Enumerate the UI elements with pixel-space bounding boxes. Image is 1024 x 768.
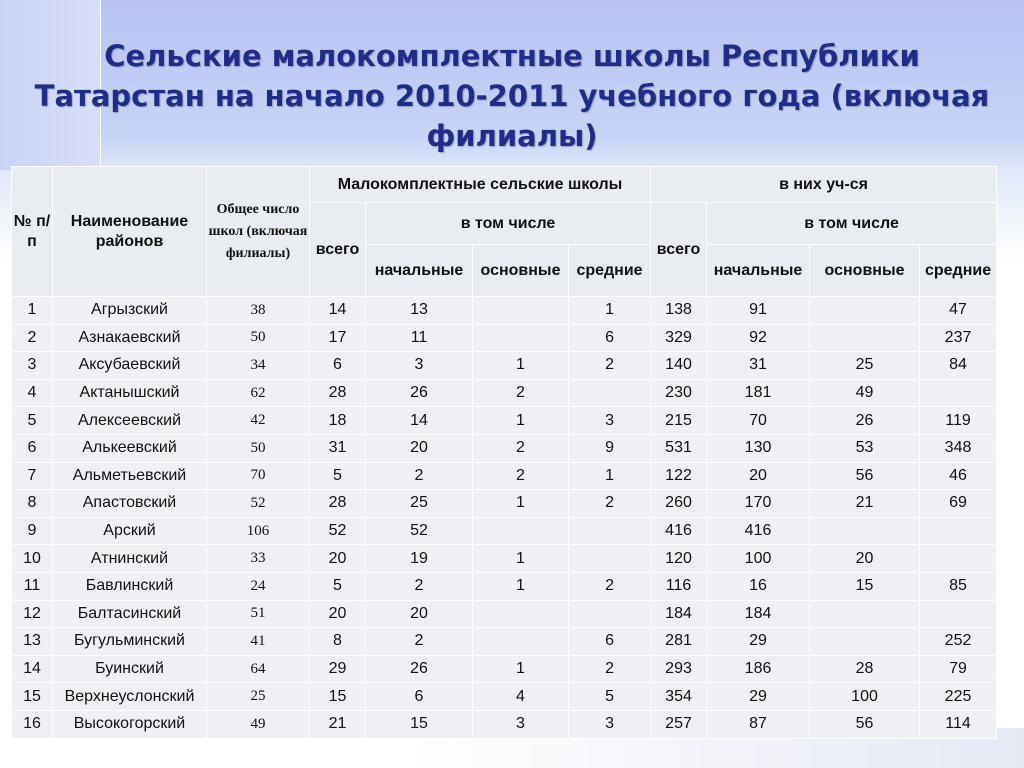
cell-schools-secondary: 1: [569, 462, 651, 490]
cell-students-primary: 29: [707, 628, 810, 656]
cell-students-basic: 53: [810, 434, 920, 462]
cell-total-schools: 62: [207, 379, 310, 407]
cell-students-all: 329: [651, 324, 707, 352]
cell-schools-primary: 20: [366, 434, 473, 462]
cell-students-secondary: [920, 379, 997, 407]
cell-num: 7: [12, 462, 53, 490]
cell-district: Алькеевский: [53, 434, 207, 462]
cell-schools-primary: 6: [366, 683, 473, 711]
table-row: [12, 352, 997, 380]
table-row: [12, 655, 997, 683]
header-students: в них уч-ся: [651, 167, 997, 203]
table-row: [12, 683, 997, 711]
cell-schools-secondary: 2: [569, 655, 651, 683]
cell-schools-all: 15: [310, 683, 366, 711]
cell-students-primary: 92: [707, 324, 810, 352]
header-students-secondary: средние: [920, 245, 997, 297]
cell-students-primary: 91: [707, 297, 810, 325]
cell-schools-basic: 1: [473, 655, 569, 683]
table-body: [12, 297, 997, 739]
cell-total-schools: 24: [207, 572, 310, 600]
cell-students-all: 230: [651, 379, 707, 407]
cell-students-primary: 186: [707, 655, 810, 683]
cell-total-schools: 41: [207, 628, 310, 656]
table-row: [12, 434, 997, 462]
cell-schools-all: 21: [310, 710, 366, 738]
cell-students-all: 531: [651, 434, 707, 462]
cell-schools-all: 29: [310, 655, 366, 683]
cell-students-basic: [810, 324, 920, 352]
cell-district: Бугульминский: [53, 628, 207, 656]
cell-schools-secondary: 5: [569, 683, 651, 711]
cell-district: Агрызский: [53, 297, 207, 325]
cell-district: Актанышский: [53, 379, 207, 407]
cell-num: 9: [12, 517, 53, 545]
cell-students-all: 354: [651, 683, 707, 711]
cell-schools-basic: [473, 517, 569, 545]
cell-students-basic: 20: [810, 545, 920, 573]
cell-district: Апастовский: [53, 490, 207, 518]
cell-schools-secondary: 2: [569, 572, 651, 600]
cell-total-schools: 34: [207, 352, 310, 380]
cell-students-secondary: 119: [920, 407, 997, 435]
cell-num: 5: [12, 407, 53, 435]
cell-num: 15: [12, 683, 53, 711]
cell-total-schools: 50: [207, 324, 310, 352]
table-row: [12, 462, 997, 490]
cell-students-primary: 181: [707, 379, 810, 407]
cell-schools-secondary: 6: [569, 628, 651, 656]
cell-schools-basic: 2: [473, 462, 569, 490]
cell-num: 3: [12, 352, 53, 380]
cell-students-all: 140: [651, 352, 707, 380]
cell-students-primary: 29: [707, 683, 810, 711]
cell-schools-primary: 25: [366, 490, 473, 518]
cell-schools-primary: 19: [366, 545, 473, 573]
cell-total-schools: 50: [207, 434, 310, 462]
cell-schools-secondary: 3: [569, 710, 651, 738]
cell-schools-primary: 2: [366, 572, 473, 600]
cell-schools-primary: 52: [366, 517, 473, 545]
cell-students-basic: 56: [810, 462, 920, 490]
cell-students-all: 120: [651, 545, 707, 573]
header-schools-secondary: средние: [569, 245, 651, 297]
cell-schools-basic: 4: [473, 683, 569, 711]
cell-students-all: 281: [651, 628, 707, 656]
cell-students-basic: 15: [810, 572, 920, 600]
cell-students-secondary: [920, 545, 997, 573]
cell-total-schools: 70: [207, 462, 310, 490]
header-small-schools: Малокомплектные сельские школы: [310, 167, 651, 203]
cell-num: 11: [12, 572, 53, 600]
cell-students-secondary: 237: [920, 324, 997, 352]
cell-schools-all: 20: [310, 600, 366, 628]
cell-num: 16: [12, 710, 53, 738]
cell-students-primary: 170: [707, 490, 810, 518]
cell-students-secondary: 252: [920, 628, 997, 656]
cell-students-secondary: 69: [920, 490, 997, 518]
cell-students-secondary: 114: [920, 710, 997, 738]
cell-total-schools: 42: [207, 407, 310, 435]
cell-schools-primary: 11: [366, 324, 473, 352]
cell-num: 4: [12, 379, 53, 407]
cell-students-primary: 87: [707, 710, 810, 738]
cell-students-basic: 25: [810, 352, 920, 380]
cell-students-basic: [810, 628, 920, 656]
slide-title: Сельские малокомплектные школы Республики Татарстан на начало 2010-2011 учебного года (включая филиалы): [34, 39, 990, 153]
cell-schools-basic: 1: [473, 352, 569, 380]
cell-schools-secondary: 2: [569, 352, 651, 380]
cell-num: 10: [12, 545, 53, 573]
cell-schools-primary: 3: [366, 352, 473, 380]
cell-schools-secondary: 1: [569, 297, 651, 325]
cell-schools-basic: 1: [473, 490, 569, 518]
table-row: [12, 490, 997, 518]
table-row: [12, 628, 997, 656]
cell-students-secondary: 79: [920, 655, 997, 683]
cell-schools-primary: 14: [366, 407, 473, 435]
cell-total-schools: 33: [207, 545, 310, 573]
cell-schools-secondary: [569, 517, 651, 545]
header-schools-incl: в том числе: [366, 203, 651, 245]
cell-district: Альметьевский: [53, 462, 207, 490]
table-row: [12, 517, 997, 545]
header-students-primary: начальные: [707, 245, 810, 297]
cell-students-basic: 28: [810, 655, 920, 683]
header-schools-all: всего: [310, 203, 366, 297]
cell-num: 8: [12, 490, 53, 518]
table-row: [12, 297, 997, 325]
header-students-all: всего: [651, 203, 707, 297]
cell-students-primary: 16: [707, 572, 810, 600]
cell-district: Алексеевский: [53, 407, 207, 435]
cell-students-secondary: 46: [920, 462, 997, 490]
cell-students-basic: [810, 297, 920, 325]
cell-total-schools: 64: [207, 655, 310, 683]
cell-schools-basic: 1: [473, 545, 569, 573]
cell-students-basic: 26: [810, 407, 920, 435]
cell-schools-all: 17: [310, 324, 366, 352]
cell-students-primary: 130: [707, 434, 810, 462]
cell-students-basic: 100: [810, 683, 920, 711]
cell-schools-all: 14: [310, 297, 366, 325]
cell-schools-all: 8: [310, 628, 366, 656]
cell-schools-all: 6: [310, 352, 366, 380]
cell-num: 13: [12, 628, 53, 656]
cell-schools-secondary: [569, 545, 651, 573]
cell-students-basic: 21: [810, 490, 920, 518]
cell-schools-primary: 26: [366, 379, 473, 407]
cell-district: Атнинский: [53, 545, 207, 573]
cell-students-basic: [810, 517, 920, 545]
cell-students-secondary: [920, 600, 997, 628]
header-schools-basic: основные: [473, 245, 569, 297]
cell-schools-basic: [473, 324, 569, 352]
cell-students-primary: 100: [707, 545, 810, 573]
cell-schools-secondary: [569, 600, 651, 628]
cell-students-basic: [810, 600, 920, 628]
cell-num: 14: [12, 655, 53, 683]
cell-students-secondary: 348: [920, 434, 997, 462]
table-row: [12, 600, 997, 628]
cell-schools-primary: 20: [366, 600, 473, 628]
cell-students-secondary: 85: [920, 572, 997, 600]
table-row: [12, 324, 997, 352]
cell-schools-all: 5: [310, 572, 366, 600]
cell-total-schools: 25: [207, 683, 310, 711]
cell-num: 2: [12, 324, 53, 352]
header-schools-primary: начальные: [366, 245, 473, 297]
cell-district: Арский: [53, 517, 207, 545]
cell-district: Верхнеуслонский: [53, 683, 207, 711]
cell-students-all: 416: [651, 517, 707, 545]
cell-schools-all: 52: [310, 517, 366, 545]
cell-total-schools: 51: [207, 600, 310, 628]
table-row: [12, 407, 997, 435]
cell-total-schools: 52: [207, 490, 310, 518]
cell-schools-all: 18: [310, 407, 366, 435]
cell-students-secondary: 225: [920, 683, 997, 711]
cell-schools-secondary: [569, 379, 651, 407]
cell-students-all: 215: [651, 407, 707, 435]
header-students-basic: основные: [810, 245, 920, 297]
cell-students-all: 138: [651, 297, 707, 325]
cell-schools-primary: 2: [366, 628, 473, 656]
cell-num: 1: [12, 297, 53, 325]
cell-students-primary: 184: [707, 600, 810, 628]
header-num: № п/п: [12, 167, 53, 297]
cell-schools-basic: 1: [473, 407, 569, 435]
cell-schools-primary: 13: [366, 297, 473, 325]
cell-total-schools: 106: [207, 517, 310, 545]
schools-table: [11, 166, 997, 739]
cell-num: 12: [12, 600, 53, 628]
header-district: Наименование районов: [53, 167, 207, 297]
cell-district: Бавлинский: [53, 572, 207, 600]
cell-schools-basic: 2: [473, 434, 569, 462]
cell-schools-basic: [473, 297, 569, 325]
cell-students-secondary: 47: [920, 297, 997, 325]
cell-district: Балтасинский: [53, 600, 207, 628]
cell-students-all: 116: [651, 572, 707, 600]
cell-schools-primary: 15: [366, 710, 473, 738]
cell-students-all: 293: [651, 655, 707, 683]
table-row: [12, 379, 997, 407]
cell-students-basic: 49: [810, 379, 920, 407]
cell-district: Буинский: [53, 655, 207, 683]
cell-schools-all: 20: [310, 545, 366, 573]
cell-num: 6: [12, 434, 53, 462]
table-row: [12, 545, 997, 573]
cell-students-primary: 416: [707, 517, 810, 545]
cell-schools-secondary: 9: [569, 434, 651, 462]
cell-schools-all: 31: [310, 434, 366, 462]
cell-schools-secondary: 2: [569, 490, 651, 518]
cell-district: Аксубаевский: [53, 352, 207, 380]
cell-students-all: 122: [651, 462, 707, 490]
cell-students-basic: 56: [810, 710, 920, 738]
cell-schools-primary: 26: [366, 655, 473, 683]
cell-students-primary: 20: [707, 462, 810, 490]
cell-district: Высокогорский: [53, 710, 207, 738]
cell-students-secondary: [920, 517, 997, 545]
cell-students-all: 184: [651, 600, 707, 628]
cell-total-schools: 38: [207, 297, 310, 325]
cell-students-secondary: 84: [920, 352, 997, 380]
cell-schools-basic: 2: [473, 379, 569, 407]
cell-students-all: 260: [651, 490, 707, 518]
cell-total-schools: 49: [207, 710, 310, 738]
header-students-incl: в том числе: [707, 203, 997, 245]
cell-schools-basic: 1: [473, 572, 569, 600]
cell-schools-basic: 3: [473, 710, 569, 738]
cell-district: Азнакаевский: [53, 324, 207, 352]
table-row: [12, 710, 997, 738]
cell-schools-secondary: 6: [569, 324, 651, 352]
cell-schools-basic: [473, 600, 569, 628]
header-total-schools: Общее число школ (включая филиалы): [207, 167, 310, 297]
cell-schools-basic: [473, 628, 569, 656]
table-row: [12, 572, 997, 600]
cell-schools-all: 28: [310, 490, 366, 518]
cell-schools-all: 28: [310, 379, 366, 407]
cell-schools-all: 5: [310, 462, 366, 490]
cell-students-all: 257: [651, 710, 707, 738]
cell-schools-secondary: 3: [569, 407, 651, 435]
cell-students-primary: 70: [707, 407, 810, 435]
cell-students-primary: 31: [707, 352, 810, 380]
cell-schools-primary: 2: [366, 462, 473, 490]
